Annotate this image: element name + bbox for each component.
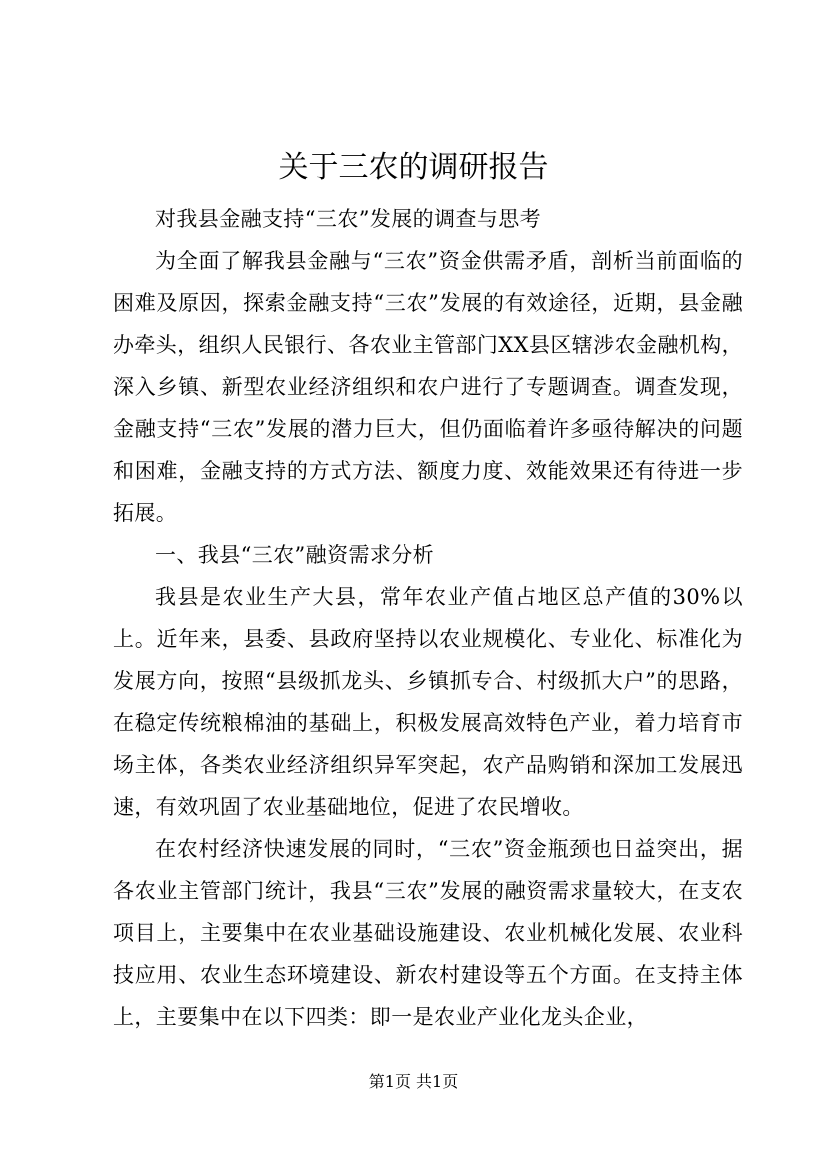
intro-paragraph: 为全面了解我县金融与“三农”资金供需矛盾，剖析当前面临的困难及原因，探索金融支持“三农”发展的有效途径，近期，县金融办牵头，组织人民银行、各农业主管部门XX县区辖涉农金融机构，深入乡镇、新型农业经济组织和农户进行了专题调查。调查发现，金融支持“三农”发展的潜力巨大，但仍面临着许多亟待解决的问题和困难，金融支持的方式方法、额度力度、效能效果还有待进一步拓展。: [113, 249, 743, 525]
document-title: 关于三农的调研报告: [278, 150, 549, 185]
subtitle-paragraph: 对我县金融支持“三农”发展的调查与思考: [155, 207, 542, 231]
page-footer: 第1页 共1页: [368, 1072, 459, 1091]
body-paragraph: 在农村经济快速发展的同时，“三农”资金瓶颈也日益突出，据各农业主管部门统计，我县“三农”发展的融资需求量较大，在支农项目上，主要集中在农业基础设施建设、农业机械化发展、农业科技应用、农业生态环境建设、新农村建设等五个方面。在支持主体上，主要集中在以下四类：即一是农业产业化龙头企业，: [113, 837, 743, 1029]
section-heading: 一、我县“三农”融资需求分析: [155, 543, 435, 567]
body-paragraph: 我县是农业生产大县，常年农业产值占地区总产值的30%以上。近年来，县委、县政府坚持以农业规模化、专业化、标准化为发展方向，按照“县级抓龙头、乡镇抓专合、村级抓大户”的思路，在稳定传统粮棉油的基础上，积极发展高效特色产业，着力培育市场主体，各类农业经济组织异军突起，农产品购销和深加工发展迅速，有效巩固了农业基础地位，促进了农民增收。: [113, 585, 743, 819]
document-body: [113, 198, 743, 1038]
